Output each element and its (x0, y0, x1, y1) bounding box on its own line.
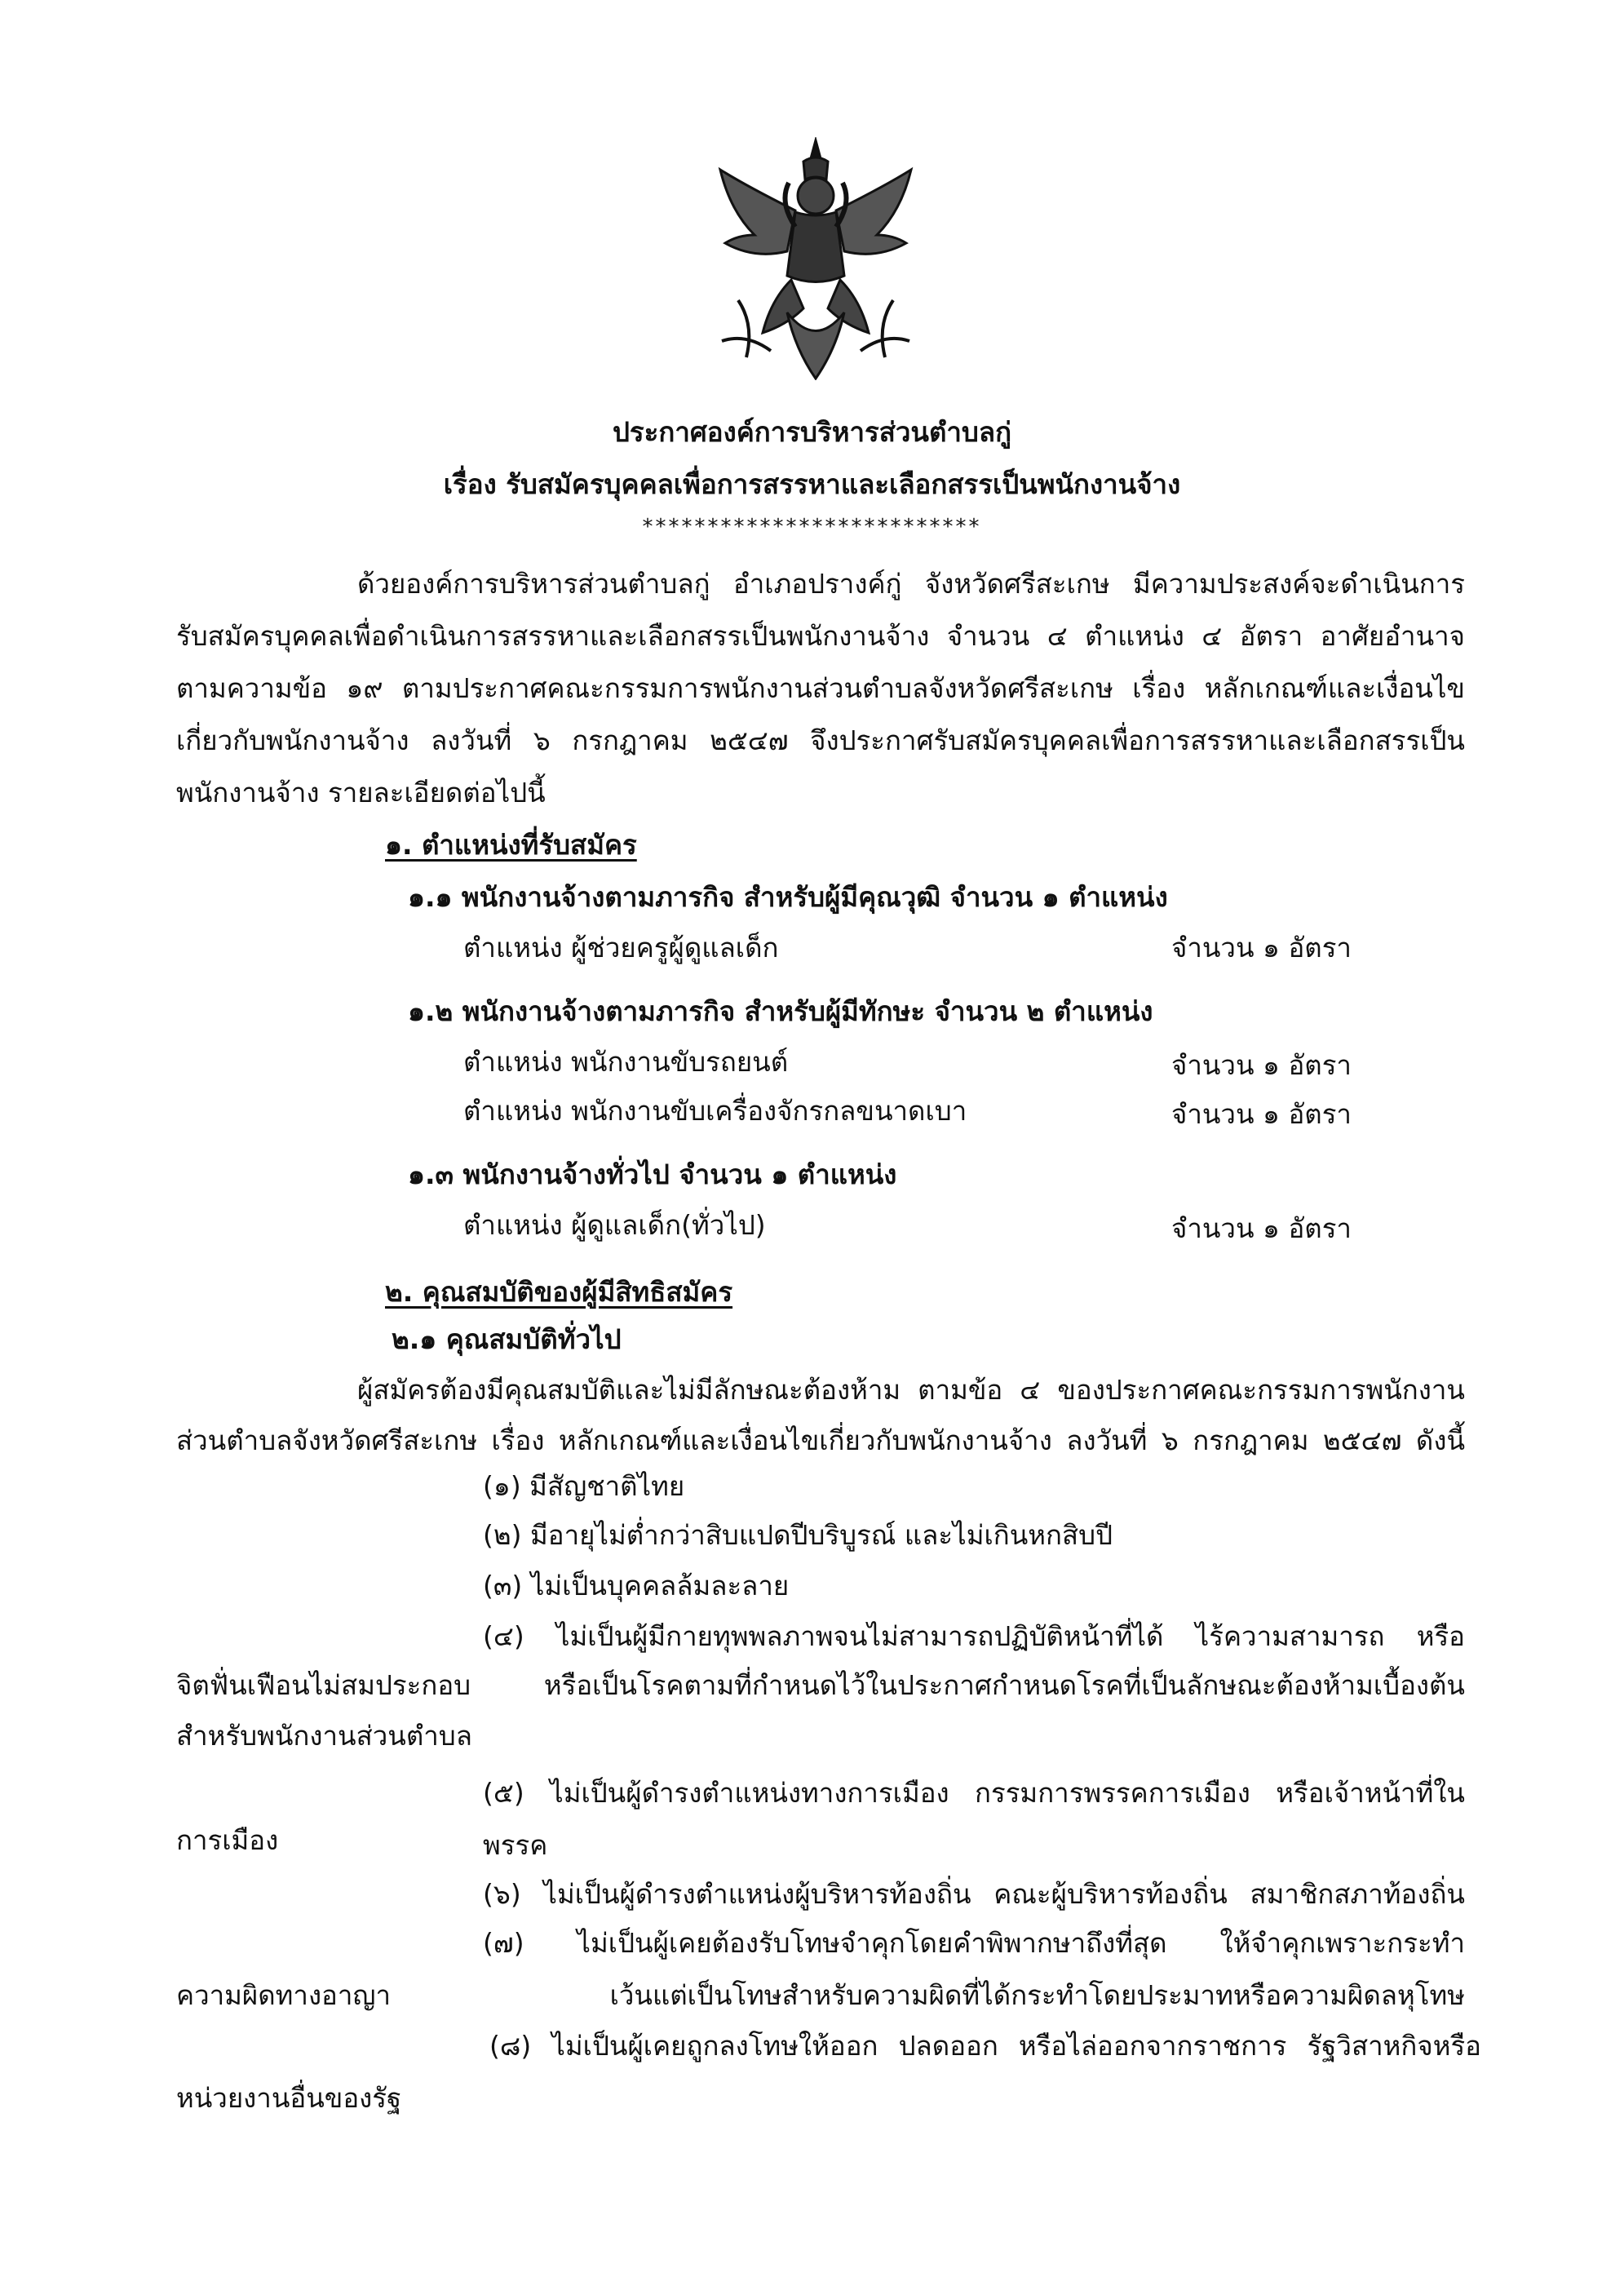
document-title: ประกาศองค์การบริหารส่วนตำบลกู่ (612, 416, 1012, 448)
position-name: ตำแหน่ง ผู้ดูแลเด็ก(ทั่วไป) (463, 1209, 766, 1241)
position-name: ตำแหน่ง พนักงานขับรถยนต์ (463, 1046, 789, 1078)
qualification-item: (๕) ไม่เป็นผู้ดำรงตำแหน่งทางการเมือง กรรมการพรรคการเมือง หรือเจ้าหน้าที่ในพรรค (483, 1777, 1465, 1861)
intro-line-2: รับสมัครบุคคลเพื่อดำเนินการสรรหาและเลือกสรรเป็นพนักงานจ้าง จำนวน ๔ ตำแหน่ง ๔ อัตรา อาศัยอำนาจ (176, 620, 1465, 652)
group-1-1-heading: ๑.๑ พนักงานจ้างตามภารกิจ สำหรับผู้มีคุณวุฒิ จำนวน ๑ ตำแหน่ง (408, 881, 1168, 913)
position-name: ตำแหน่ง ผู้ช่วยครูผู้ดูแลเด็ก (463, 932, 779, 964)
group-1-2-heading: ๑.๒ พนักงานจ้างตามภารกิจ สำหรับผู้มีทักษะ จำนวน ๒ ตำแหน่ง (408, 995, 1153, 1027)
qualification-item: (๖) ไม่เป็นผู้ดำรงตำแหน่งผู้บริหารท้องถิ่น คณะผู้บริหารท้องถิ่น สมาชิกสภาท้องถิ่น (483, 1878, 1465, 1910)
position-count: จำนวน ๑ อัตรา (1171, 1049, 1352, 1081)
position-count: จำนวน ๑ อัตรา (1171, 932, 1352, 964)
garuda-emblem (714, 137, 918, 380)
qualification-item: (๒) มีอายุไม่ต่ำกว่าสิบแปดปีบริบูรณ์ และไม่เกินหกสิบปี (483, 1519, 1113, 1551)
section2-para-line-2: ส่วนตำบลจังหวัดศรีสะเกษ เรื่อง หลักเกณฑ์และเงื่อนไขเกี่ยวกับพนักงานจ้าง ลงวันที่ ๖ กรกฎาคม ๒๕๔๗ ดังนี้ (176, 1424, 1465, 1456)
qualification-item: (๓) ไม่เป็นบุคคลล้มละลาย (483, 1570, 790, 1602)
section2-subheading: ๒.๑ คุณสมบัติทั่วไป (392, 1323, 622, 1355)
document-subject: เรื่อง รับสมัครบุคคลเพื่อการสรรหาและเลือกสรรเป็นพนักงานจ้าง (443, 468, 1181, 500)
group-1-3-heading: ๑.๓ พนักงานจ้างทั่วไป จำนวน ๑ ตำแหน่ง (408, 1159, 897, 1190)
qualification-item-cont: สำหรับพนักงานส่วนตำบล (176, 1720, 472, 1752)
intro-line-3: ตามความข้อ ๑๙ ตามประกาศคณะกรรมการพนักงานส่วนตำบลจังหวัดศรีสะเกษ เรื่อง หลักเกณฑ์และเงื่อนไข (176, 672, 1465, 704)
intro-line-5: พนักงานจ้าง รายละเอียดต่อไปนี้ (176, 777, 546, 809)
section1-heading: ๑. ตำแหน่งที่รับสมัคร (385, 829, 637, 861)
intro-line-4: เกี่ยวกับพนักงานจ้าง ลงวันที่ ๖ กรกฎาคม ๒๕๔๗ จึงประกาศรับสมัครบุคคลเพื่อการสรรหาและเลือกสรรเป็น (176, 724, 1465, 756)
position-count: จำนวน ๑ อัตรา (1171, 1212, 1352, 1244)
qualification-item-cont: การเมือง (176, 1824, 279, 1856)
position-count: จำนวน ๑ อัตรา (1171, 1098, 1352, 1130)
section2-para-line-1: ผู้สมัครต้องมีคุณสมบัติและไม่มีลักษณะต้องห้าม ตามข้อ ๔ ของประกาศคณะกรรมการพนักงาน (357, 1374, 1465, 1406)
separator-line: ************************** (642, 515, 982, 539)
qualification-item: (๑) มีสัญชาติไทย (483, 1470, 685, 1502)
qualification-item: (๘) ไม่เป็นผู้เคยถูกลงโทษให้ออก ปลดออก หรือไล่ออกจากราชการ รัฐวิสาหกิจหรือ (489, 2030, 1481, 2062)
qualification-item-cont: ความผิดทางอาญา เว้นแต่เป็นโทษสำหรับความผิดที่ได้กระทำโดยประมาทหรือความผิดลหุโทษ (176, 1979, 1465, 2011)
qualification-item-cont: หน่วยงานอื่นของรัฐ (176, 2082, 402, 2114)
intro-line-1: ด้วยองค์การบริหารส่วนตำบลกู่ อำเภอปรางค์กู่ จังหวัดศรีสะเกษ มีความประสงค์จะดำเนินการ (357, 568, 1465, 600)
qualification-item: (๔) ไม่เป็นผู้มีกายทุพพลภาพจนไม่สามารถปฏิบัติหน้าที่ได้ ไร้ความสามารถ หรือ (483, 1620, 1465, 1652)
qualification-item-cont: จิตฟั่นเฟือนไม่สมประกอบ หรือเป็นโรคตามที่กำหนดไว้ในประกาศกำหนดโรคที่เป็นลักษณะต้องห้ามเบื้องต้น (176, 1669, 1465, 1701)
qualification-item: (๗) ไม่เป็นผู้เคยต้องรับโทษจำคุกโดยคำพิพากษาถึงที่สุด ให้จำคุกเพราะกระทำ (483, 1927, 1465, 1959)
position-name: ตำแหน่ง พนักงานขับเครื่องจักรกลขนาดเบา (463, 1095, 967, 1127)
section2-heading: ๒. คุณสมบัติของผู้มีสิทธิสมัคร (385, 1276, 733, 1308)
